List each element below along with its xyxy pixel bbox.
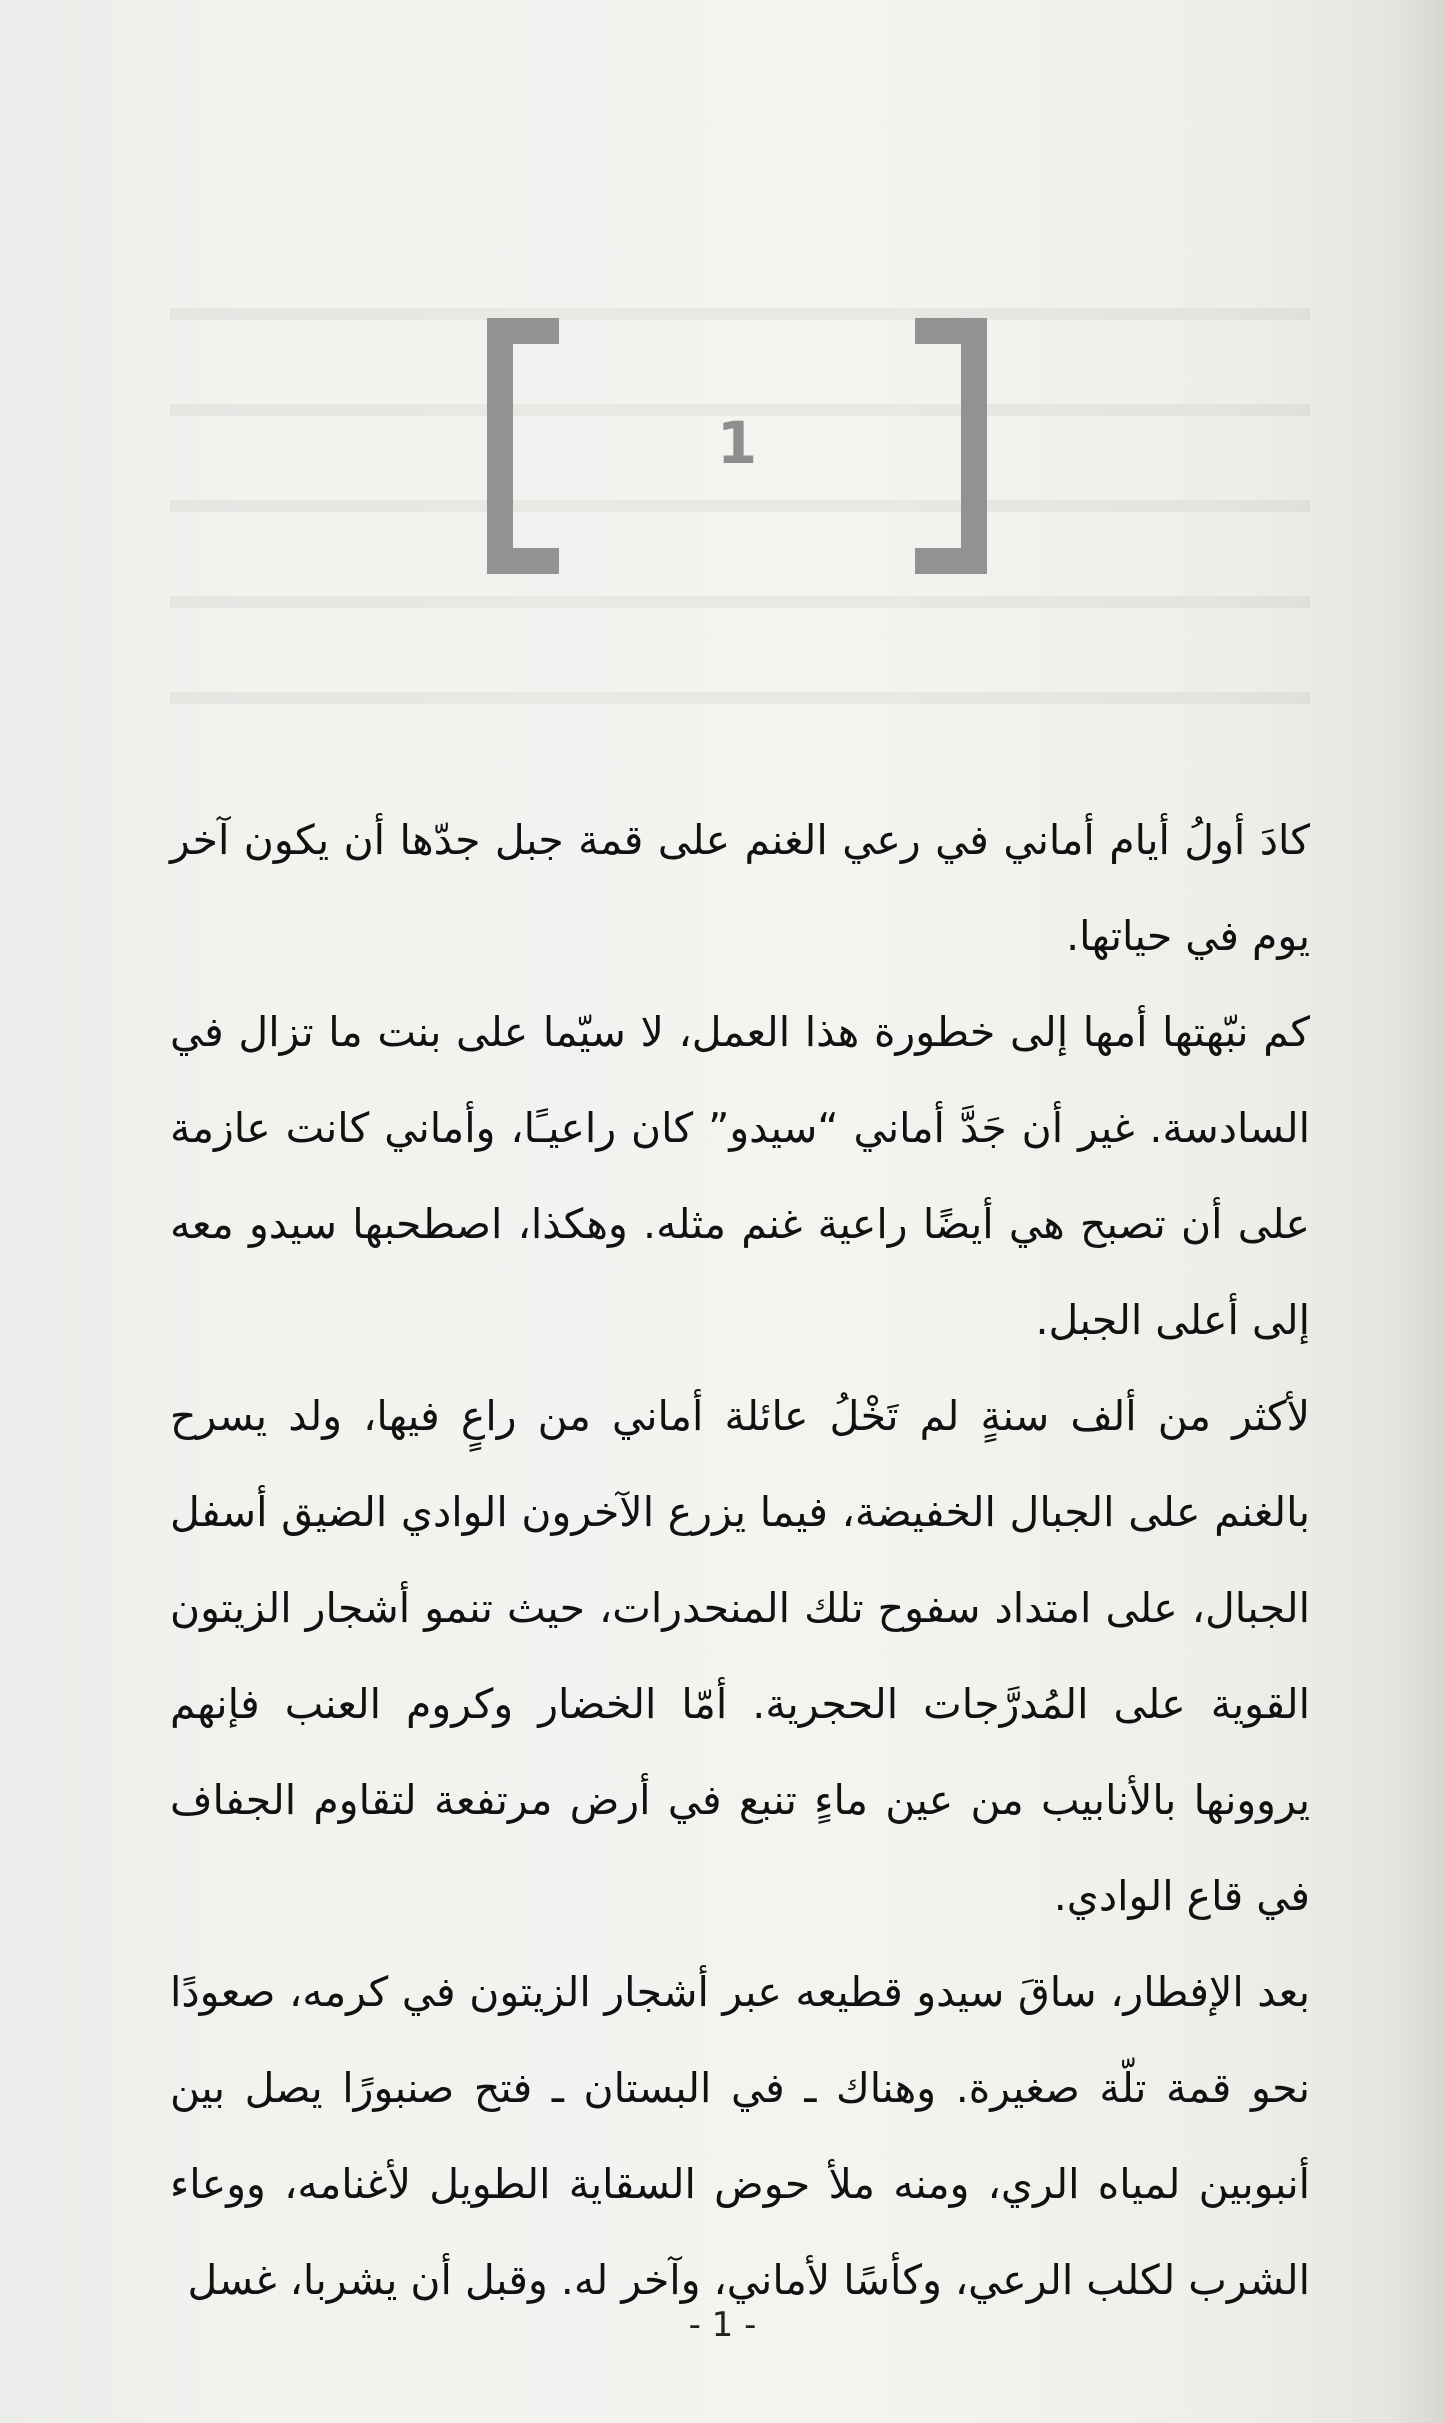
page-number: - 1 -: [688, 2305, 757, 2345]
body-text: [170, 792, 1310, 2328]
paragraph-4: بعد الإفطار، ساقَ سيدو قطيعه عبر أشجار الزيتون في كرمه، صعودًا نحو قمة تلّة صغيرة. وهناك ـ في البستان ـ فتح صنبورًا يصل بين أنبوبين لمياه الري، ومنه ملأ حوض السقاية الطويل لأغنامه، ووعاء الشرب لكلب الرعي، وكأسًا لأماني، وآخر له. وقبل أن يشربا، غسل: [170, 1968, 1310, 2304]
right-bracket-icon: [915, 318, 987, 574]
paragraph-1: كادَ أولُ أيام أماني في رعي الغنم على قمة جبل جدّها أن يكون آخر يوم في حياتها.: [170, 816, 1310, 960]
chapter-heading: [487, 318, 987, 578]
page-edge-shadow: [1385, 0, 1445, 2423]
paragraph-2: كم نبّهتها أمها إلى خطورة هذا العمل، لا سيّما على بنت ما تزال في السادسة. غير أن جَدَّ أماني “سيدو” كان راعيـًا، وأماني كانت عازمة على أن تصبح هي أيضًا راعية غنم مثله. وهكذا، اصطحبها سيدو معه إلى أعلى الجبل.: [170, 1008, 1310, 1344]
chapter-number: 1: [716, 409, 758, 477]
paragraph-3: لأكثر من ألف سنةٍ لم تَخْلُ عائلة أماني من راعٍ فيها، ولد يسرح بالغنم على الجبال الخفيضة، فيما يزرع الآخرون الوادي الضيق أسفل الجبال، على امتداد سفوح تلك المنحدرات، حيث تنمو أشجار الزيتون القوية على المُدرَّجات الحجرية. أمّا الخضار وكروم العنب فإنهم يروونها بالأنابيب من عين ماءٍ تنبع في أرض مرتفعة لتقاوم الجفاف في قاع الوادي.: [170, 1392, 1310, 1920]
